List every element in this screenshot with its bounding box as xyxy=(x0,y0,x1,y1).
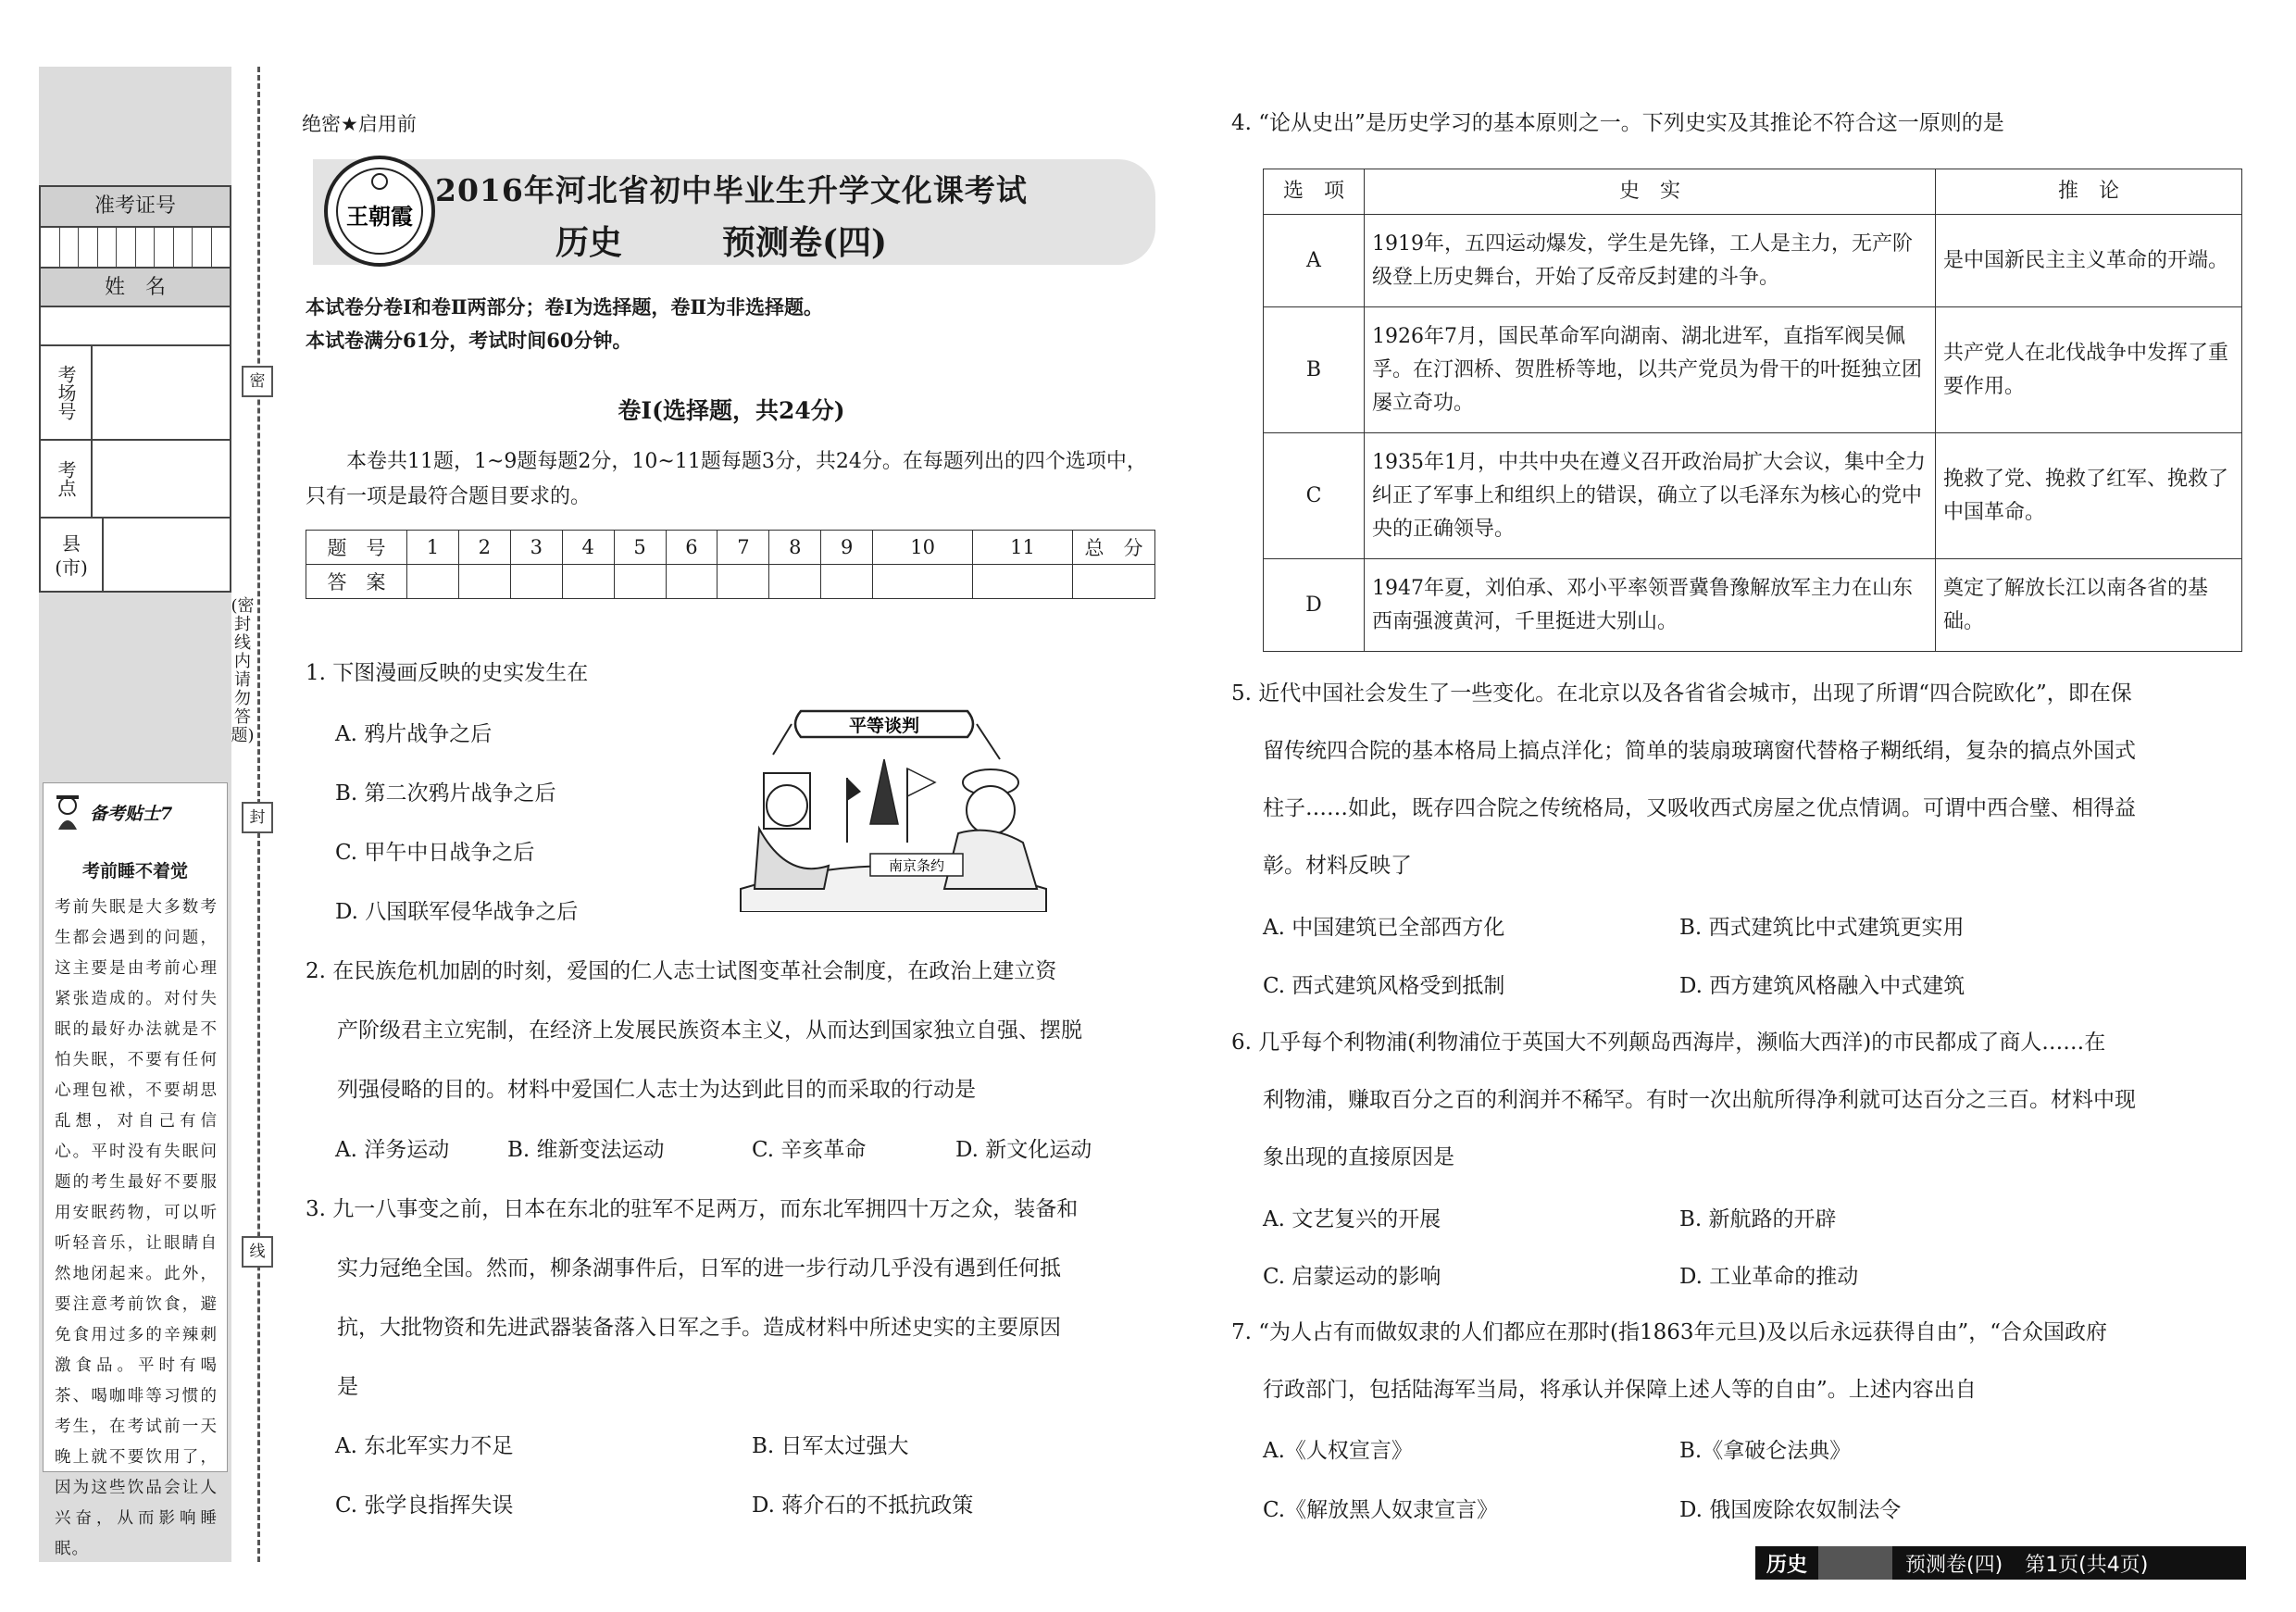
footer-subject: 历史 xyxy=(1766,1553,1808,1577)
question-5-stem xyxy=(1231,674,2136,885)
question-4-stem: 4. “论从史出”是历史学习的基本原则之一。下列史实及其推论不符合这一原则的是 xyxy=(1231,111,2004,135)
stem-line: 利物浦，赚取百分之百的利润并不稀罕。有时一次出航所得净利就可达百分之三百。材料中现 xyxy=(1263,1088,2136,1112)
question-number: 7 xyxy=(718,531,769,565)
paper-name: 预测卷(四) xyxy=(722,223,888,262)
row-option: B xyxy=(1264,307,1365,433)
q1-option-c[interactable]: C. 甲午中日战争之后 xyxy=(335,841,535,865)
seal-mark-xian: 线 xyxy=(242,1236,273,1268)
q7-option-b[interactable]: B.《拿破仑法典》 xyxy=(1679,1439,1852,1463)
tip-card xyxy=(43,782,228,1558)
treaty-cartoon-image xyxy=(736,704,1051,912)
exam-room-row[interactable] xyxy=(41,344,230,439)
question-number: 4 xyxy=(562,531,614,565)
question-number: 6 xyxy=(666,531,718,565)
answer-label: 答 案 xyxy=(306,565,407,599)
exam-number-field[interactable] xyxy=(41,226,230,267)
exam-site-row[interactable] xyxy=(41,439,230,517)
question-number: 10 xyxy=(873,531,973,565)
question-number-label: 题 号 xyxy=(306,531,407,565)
q2-option-c[interactable]: C. 辛亥革命 xyxy=(752,1138,867,1162)
q3-option-c[interactable]: C. 张学良指挥失误 xyxy=(335,1493,514,1518)
answer-cell[interactable] xyxy=(769,565,821,599)
row-fact: 1947年夏，刘伯承、邓小平率领晋冀鲁豫解放军主力在山东西南强渡黄河，千里挺进大别山。 xyxy=(1365,559,1936,652)
stem-line: 6. 几乎每个利物浦(利物浦位于英国大不列颠岛西海岸，濒临大西洋)的市民都成了商人……在 xyxy=(1231,1031,2106,1055)
publisher-seal-logo xyxy=(322,154,437,269)
stem-line: 3. 九一八事变之前，日本在东北的驻军不足两万，而东北军拥四十万之众，装备和 xyxy=(306,1197,1079,1221)
q5-option-a[interactable]: A. 中国建筑已全部西方化 xyxy=(1263,916,1505,940)
table-row xyxy=(1264,215,2242,307)
section-description: 本卷共11题，1~9题每题2分，10~11题每题3分，共24分。在每题列出的四个选项中，只有一项是最符合题目要求的。 xyxy=(306,450,1147,508)
cartoon-banner-text: 平等谈判 xyxy=(848,716,920,736)
stem-line: 是 xyxy=(337,1375,358,1399)
answer-cell[interactable] xyxy=(458,565,510,599)
seal-note: (密封线内请勿答题) xyxy=(231,596,255,745)
question-number: 3 xyxy=(510,531,562,565)
q7-option-c[interactable]: C.《解放黑人奴隶宣言》 xyxy=(1263,1498,1499,1522)
county-row[interactable] xyxy=(41,517,230,593)
subject-title: 历史 xyxy=(555,223,623,262)
q7-option-d[interactable]: D. 俄国废除农奴制法令 xyxy=(1679,1498,1902,1522)
tip-badge: 备考贴士7 xyxy=(90,803,173,824)
question-number: 9 xyxy=(821,531,873,565)
tip-body: 考前失眠是大多数考生都会遇到的问题，这主要是由考前心理紧张造成的。对付失眠的最好办法就是不怕失眠，不要有任何心理包袱，不要胡思乱想，对自己有信心。平时没有失眠问题的考生最好不要服用安眠药物，可以听听轻音乐，让眼睛自然地闭起来。此外，要注意考前饮食，避免食用过多的辛辣刺激食品。平时有喝茶、喝咖啡等习惯的考生，在考试前一天晚上就不要饮用了，因为这些饮品会让人兴奋，从而影响睡眠。 xyxy=(55,898,218,1558)
stem-line: 抗，大批物资和先进武器装备落入日军之手。造成材料中所述史实的主要原因 xyxy=(337,1316,1061,1340)
answer-cell[interactable] xyxy=(666,565,718,599)
question-6-stem xyxy=(1231,1023,2136,1177)
stem-line: 列强侵略的目的。材料中爱国仁人志士为达到此目的而采取的行动是 xyxy=(337,1078,976,1102)
question-number: 2 xyxy=(458,531,510,565)
q3-option-d[interactable]: D. 蒋介石的不抵抗政策 xyxy=(752,1493,974,1518)
answer-cell[interactable] xyxy=(510,565,562,599)
stem-line: 柱子……如此，既存四合院之传统格局，又吸收西式房屋之优点情调。可谓中西合璧、相得益 xyxy=(1263,796,2136,820)
row-fact: 1935年1月，中共中央在遵义召开政治局扩大会议，集中全力纠正了军事上和组织上的错误，确立了以毛泽东为核心的党中央的正确领导。 xyxy=(1365,433,1936,559)
q1-option-d[interactable]: D. 八国联军侵华战争之后 xyxy=(335,900,579,924)
row-fact: 1926年7月，国民革命军向湖南、湖北进军，直指军阀吴佩孚。在汀泗桥、贺胜桥等地，以共产党员为骨干的叶挺独立团屡立奇功。 xyxy=(1365,307,1936,433)
intro-line: 本试卷分卷Ⅰ和卷Ⅱ两部分；卷Ⅰ为选择题，卷Ⅱ为非选择题。 xyxy=(306,295,824,319)
row-inference: 挽救了党、挽救了红军、挽救了中国革命。 xyxy=(1936,433,2242,559)
exam-title: 2016年河北省初中毕业生升学文化课考试 xyxy=(435,172,1028,208)
stem-line: 实力冠绝全国。然而，柳条湖事件后，日军的进一步行动几乎没有遇到任何抵 xyxy=(337,1256,1061,1281)
q7-option-a[interactable]: A.《人权宣言》 xyxy=(1263,1439,1413,1463)
row-inference: 是中国新民主主义革命的开端。 xyxy=(1936,215,2242,307)
seal-mark-mi: 密 xyxy=(242,366,273,397)
name-label: 姓 名 xyxy=(41,267,230,307)
answer-cell[interactable] xyxy=(973,565,1073,599)
logo-text: 王朝霞 xyxy=(346,203,413,230)
section-title: 卷Ⅰ(选择题，共24分) xyxy=(618,397,845,424)
name-field[interactable] xyxy=(41,306,230,346)
col-header-option: 选 项 xyxy=(1264,169,1365,215)
question-2-stem xyxy=(306,952,1082,1109)
answer-cell[interactable] xyxy=(407,565,459,599)
total-score-cell[interactable] xyxy=(1073,565,1155,599)
table-row xyxy=(1264,559,2242,652)
col-header-fact: 史 实 xyxy=(1365,169,1936,215)
q6-option-d[interactable]: D. 工业革命的推动 xyxy=(1679,1265,1859,1289)
stem-line: 7. “为人占有而做奴隶的人们都应在那时(指1863年元旦)及以后永远获得自由”，“合众国政府 xyxy=(1231,1320,2108,1344)
stem-line: 5. 近代中国社会发生了一些变化。在北京以及各省省会城市，出现了所谓“四合院欧化”，即在保 xyxy=(1231,681,2132,706)
question-3-stem xyxy=(306,1190,1078,1406)
question-7-stem xyxy=(1231,1313,2107,1409)
stem-line: 留传统四合院的基本格局上搞点洋化；简单的装扇玻璃窗代替格子糊纸绢，复杂的搞点外国式 xyxy=(1263,739,2136,763)
exam-number-label: 准考证号 xyxy=(41,187,230,226)
col-header-inference: 推 论 xyxy=(1936,169,2242,215)
stem-line: 彰。材料反映了 xyxy=(1263,854,1412,878)
tip-heading: 考前睡不着觉 xyxy=(81,861,188,881)
stem-line: 产阶级君主立宪制，在经济上发展民族资本主义，从而达到国家独立自强、摆脱 xyxy=(337,1018,1082,1043)
question-1-stem: 1. 下图漫画反映的史实发生在 xyxy=(306,661,589,685)
footer-page-number: 第1页(共4页) xyxy=(2025,1553,2149,1577)
paper-intro xyxy=(306,291,823,357)
table-row xyxy=(1264,307,2242,433)
seal-mark-feng: 封 xyxy=(242,802,273,833)
answer-cell[interactable] xyxy=(614,565,666,599)
question-number: 5 xyxy=(614,531,666,565)
answer-cell[interactable] xyxy=(873,565,973,599)
exam-room-label: 考场号 xyxy=(41,346,93,439)
scholar-icon xyxy=(51,793,84,831)
q4-fact-inference-table xyxy=(1263,169,2242,652)
row-inference: 奠定了解放长江以南各省的基础。 xyxy=(1936,559,2242,652)
question-number: 8 xyxy=(769,531,821,565)
q6-option-a[interactable]: A. 文艺复兴的开展 xyxy=(1263,1207,1441,1231)
tip-title xyxy=(51,791,219,833)
top-secret-label: 绝密★启用前 xyxy=(302,113,417,135)
total-score-label: 总 分 xyxy=(1073,531,1155,565)
footer-paper: 预测卷(四) xyxy=(1905,1553,2003,1577)
page-footer xyxy=(1755,1546,2246,1580)
intro-line: 本试卷满分61分，考试时间60分钟。 xyxy=(306,329,632,352)
q6-option-c[interactable]: C. 启蒙运动的影响 xyxy=(1263,1265,1441,1289)
q2-option-a[interactable]: A. 洋务运动 xyxy=(335,1138,450,1162)
q5-option-b[interactable]: B. 西式建筑比中式建筑更实用 xyxy=(1679,916,1965,940)
table-row xyxy=(1264,433,2242,559)
q3-option-a[interactable]: A. 东北军实力不足 xyxy=(335,1434,514,1458)
stem-line: 2. 在民族危机加剧的时刻，爱国的仁人志士试图变革社会制度，在政治上建立资 xyxy=(306,959,1057,983)
stem-line: 象出现的直接原因是 xyxy=(1263,1145,1454,1169)
q5-option-c[interactable]: C. 西式建筑风格受到抵制 xyxy=(1263,974,1505,998)
row-fact: 1919年，五四运动爆发，学生是先锋，工人是主力，无产阶级登上历史舞台，开始了反帝反封建的斗争。 xyxy=(1365,215,1936,307)
q1-option-b[interactable]: B. 第二次鸦片战争之后 xyxy=(335,781,556,806)
q6-option-b[interactable]: B. 新航路的开辟 xyxy=(1679,1207,1837,1231)
row-option: A xyxy=(1264,215,1365,307)
row-option: C xyxy=(1264,433,1365,559)
q1-option-a[interactable]: A. 鸦片战争之后 xyxy=(335,722,493,746)
county-label: 县(市) xyxy=(41,519,104,593)
row-option: D xyxy=(1264,559,1365,652)
stem-line: 行政部门，包括陆海军当局，将承认并保障上述人等的自由”。上述内容出自 xyxy=(1263,1378,1977,1402)
q2-option-d[interactable]: D. 新文化运动 xyxy=(955,1138,1092,1162)
question-number: 1 xyxy=(407,531,459,565)
answer-cell[interactable] xyxy=(821,565,873,599)
answer-score-table xyxy=(306,530,1155,599)
q3-option-b[interactable]: B. 日军太过强大 xyxy=(752,1434,909,1458)
row-inference: 共产党人在北伐战争中发挥了重要作用。 xyxy=(1936,307,2242,433)
question-number: 11 xyxy=(973,531,1073,565)
q5-option-d[interactable]: D. 西方建筑风格融入中式建筑 xyxy=(1679,974,1965,998)
exam-site-label: 考点 xyxy=(41,441,93,517)
cartoon-treaty-text: 南京条约 xyxy=(888,857,945,874)
candidate-info-box xyxy=(39,185,231,593)
q2-option-b[interactable]: B. 维新变法运动 xyxy=(507,1138,665,1162)
answer-cell[interactable] xyxy=(718,565,769,599)
answer-cell[interactable] xyxy=(562,565,614,599)
